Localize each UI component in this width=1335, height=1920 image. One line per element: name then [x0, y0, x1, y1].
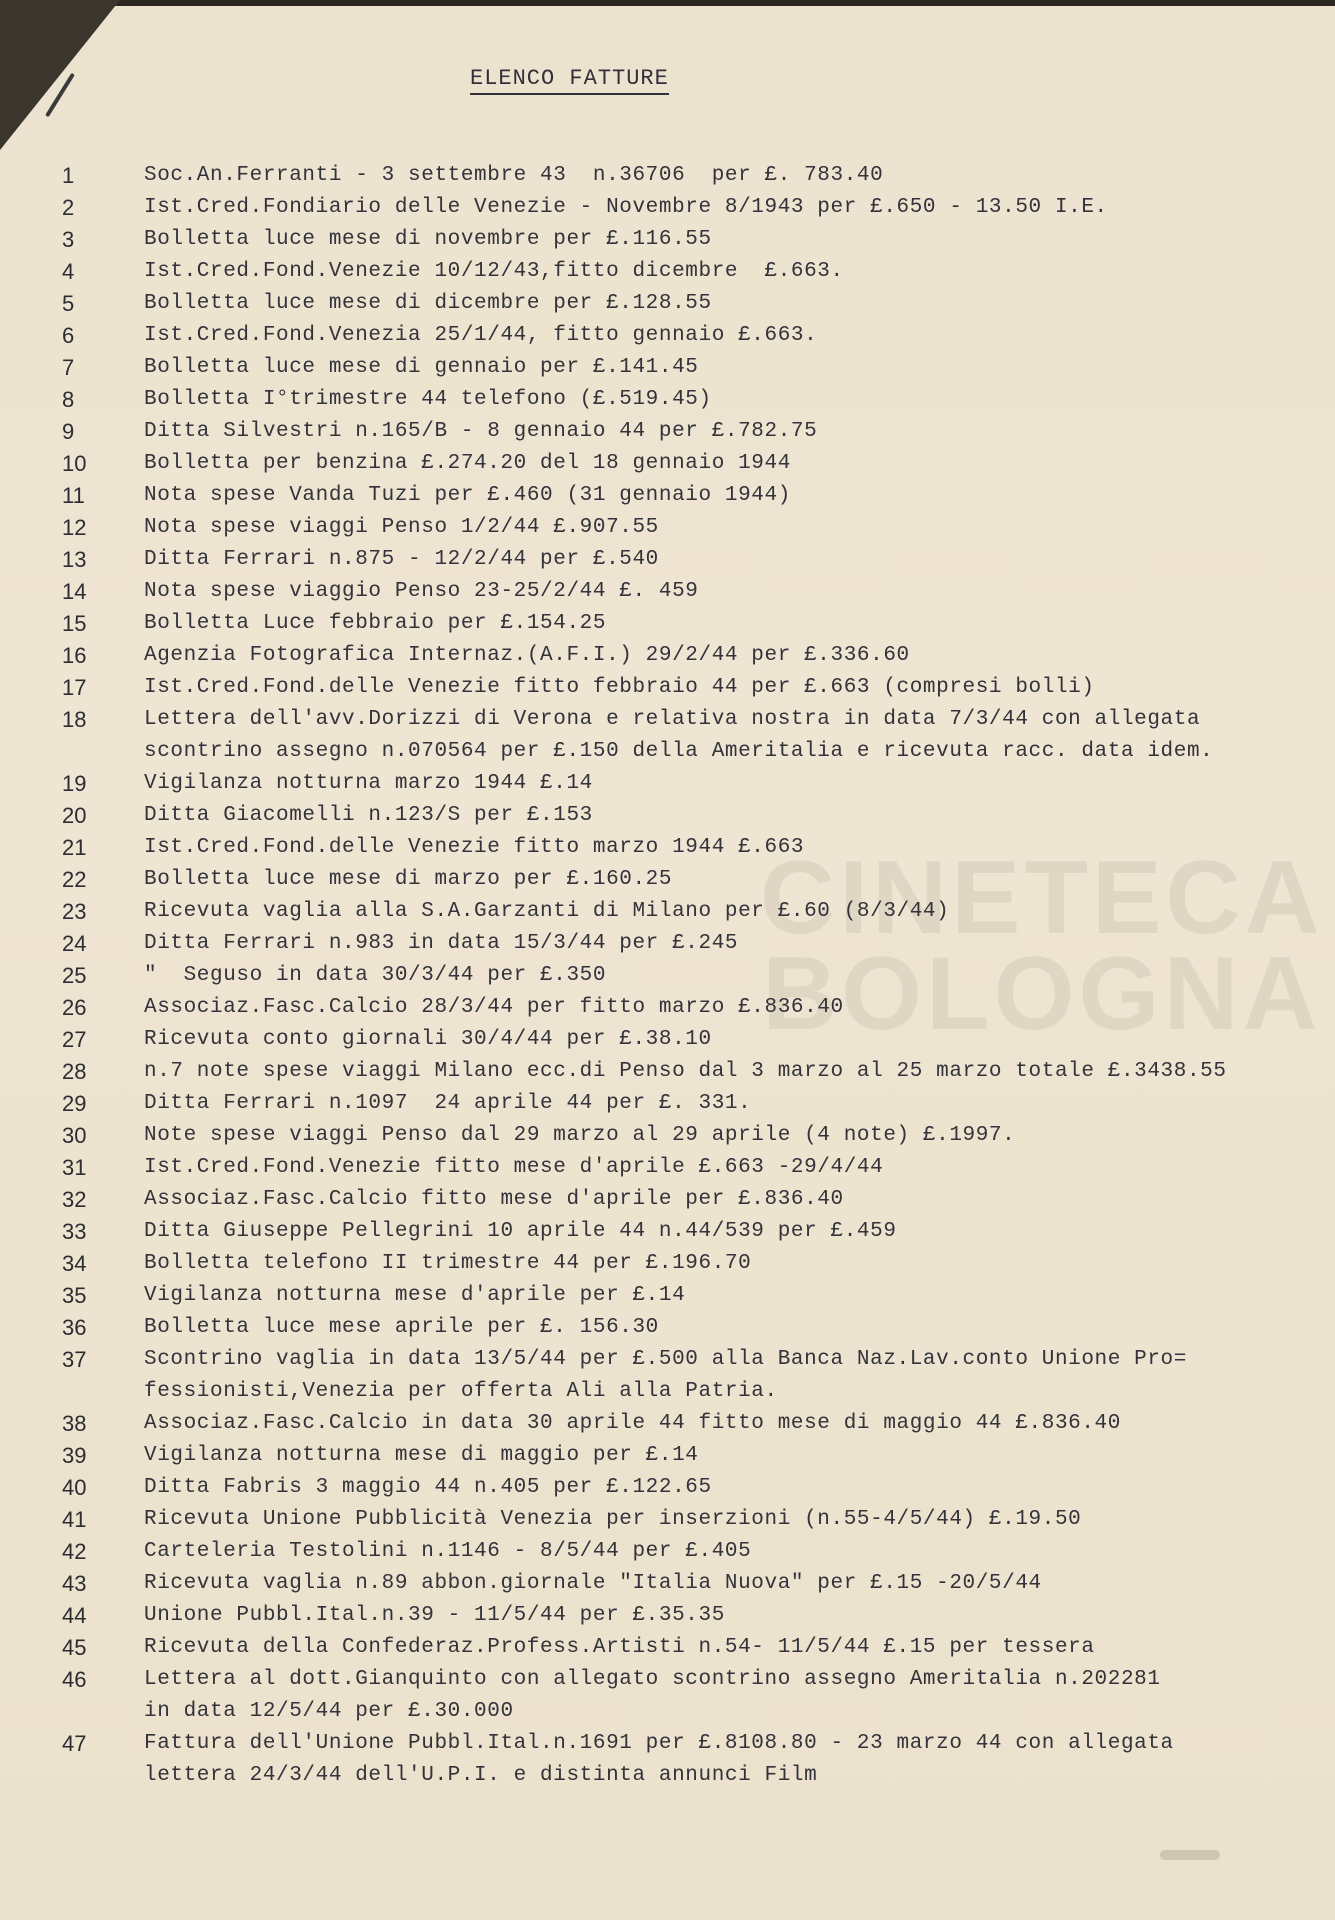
list-item: [0, 224, 1335, 256]
list-item: [0, 1152, 1335, 1184]
list-item: [0, 1408, 1335, 1440]
entry-number: 1: [62, 163, 75, 188]
entry-text: [144, 1632, 1335, 1664]
entry-text: [144, 1248, 1335, 1280]
entry-number: 2: [62, 195, 75, 220]
entry-text: [144, 1088, 1335, 1120]
entry-line: Nota spese Vanda Tuzi per £.460 (31 gennaio 1944): [144, 484, 791, 507]
list-item: [0, 1440, 1335, 1472]
list-item: [0, 576, 1335, 608]
entry-line: Ditta Silvestri n.165/B - 8 gennaio 44 per £.782.75: [144, 420, 818, 443]
list-item: [0, 288, 1335, 320]
entry-number: 46: [62, 1667, 87, 1692]
entry-text: [144, 320, 1335, 352]
entry-line: Ist.Cred.Fond.Venezie 10/12/43,fitto dicembre £.663.: [144, 260, 844, 283]
entry-line: Ricevuta conto giornali 30/4/44 per £.38.10: [144, 1028, 712, 1051]
entry-text: [144, 672, 1335, 704]
entry-text: [144, 928, 1335, 960]
list-item: [0, 1568, 1335, 1600]
list-item: [0, 1120, 1335, 1152]
entry-number: 35: [62, 1283, 87, 1308]
ink-smudge: [1160, 1850, 1220, 1860]
entry-line: Bolletta luce mese di marzo per £.160.25: [144, 868, 673, 891]
entry-number: 24: [62, 931, 87, 956]
entry-line: Note spese viaggi Penso dal 29 marzo al 29 aprile (4 note) £.1997.: [144, 1124, 1016, 1147]
entry-number: 34: [62, 1251, 87, 1276]
watermark-line-2: BOLOGNA: [762, 936, 1322, 1052]
entry-number: 45: [62, 1635, 87, 1660]
entry-text: [144, 224, 1335, 256]
entry-number: 6: [62, 323, 75, 348]
entry-line: scontrino assegno n.070564 per £.150 della Ameritalia e ricevuta racc. data idem.: [144, 740, 1214, 763]
entry-text: [144, 416, 1335, 448]
list-item: [0, 1312, 1335, 1344]
entry-number: 13: [62, 547, 87, 572]
folded-corner: [0, 0, 120, 150]
entry-line: Ditta Giacomelli n.123/S per £.153: [144, 804, 593, 827]
entry-line: Nota spese viaggio Penso 23-25/2/44 £. 459: [144, 580, 699, 603]
entry-number: 12: [62, 515, 87, 540]
list-item: [0, 256, 1335, 288]
list-item: [0, 1664, 1335, 1728]
list-item: [0, 640, 1335, 672]
entry-line: Ditta Fabris 3 maggio 44 n.405 per £.122.65: [144, 1476, 712, 1499]
entry-line: Agenzia Fotografica Internaz.(A.F.I.) 29/2/44 per £.336.60: [144, 644, 910, 667]
entry-text: [144, 1728, 1335, 1792]
entry-number: 3: [62, 227, 75, 252]
entry-number: 43: [62, 1571, 87, 1596]
entry-number: 23: [62, 899, 87, 924]
scan-edge: [100, 0, 1335, 6]
invoice-list: [0, 160, 1335, 1792]
entry-text: [144, 480, 1335, 512]
entry-text: [144, 192, 1335, 224]
entry-text: [144, 1280, 1335, 1312]
entry-number: 40: [62, 1475, 87, 1500]
list-item: [0, 1536, 1335, 1568]
entry-text: [144, 704, 1335, 768]
entry-number: 26: [62, 995, 87, 1020]
entry-number: 8: [62, 387, 75, 412]
entry-line: Ricevuta vaglia alla S.A.Garzanti di Milano per £.60 (8/3/44): [144, 900, 950, 923]
list-item: [0, 320, 1335, 352]
list-item: [0, 992, 1335, 1024]
entry-text: [144, 1472, 1335, 1504]
entry-text: [144, 1440, 1335, 1472]
entry-line: Ditta Ferrari n.983 in data 15/3/44 per £.245: [144, 932, 739, 955]
list-item: [0, 416, 1335, 448]
entry-line: " Seguso in data 30/3/44 per £.350: [144, 964, 607, 987]
list-item: [0, 864, 1335, 896]
list-item: [0, 512, 1335, 544]
entry-line: Lettera al dott.Gianquinto con allegato scontrino assegno Ameritalia n.202281: [144, 1668, 1161, 1691]
entry-text: [144, 1152, 1335, 1184]
entry-number: 30: [62, 1123, 87, 1148]
entry-text: [144, 864, 1335, 896]
list-item: [0, 1504, 1335, 1536]
list-item: [0, 1024, 1335, 1056]
entry-number: 7: [62, 355, 75, 380]
entry-line: fessionisti,Venezia per offerta Ali alla Patria.: [144, 1380, 778, 1403]
entry-number: 44: [62, 1603, 87, 1628]
entry-number: 37: [62, 1347, 87, 1372]
entry-text: [144, 1120, 1335, 1152]
list-item: [0, 1632, 1335, 1664]
entry-text: [144, 448, 1335, 480]
entry-text: [144, 1536, 1335, 1568]
list-item: [0, 1472, 1335, 1504]
entry-line: Bolletta Luce febbraio per £.154.25: [144, 612, 607, 635]
entry-line: Associaz.Fasc.Calcio 28/3/44 per fitto marzo £.836.40: [144, 996, 844, 1019]
list-item: [0, 960, 1335, 992]
entry-line: Unione Pubbl.Ital.n.39 - 11/5/44 per £.35.35: [144, 1604, 725, 1627]
entry-line: n.7 note spese viaggi Milano ecc.di Penso dal 3 marzo al 25 marzo totale £.3438.55: [144, 1060, 1227, 1083]
entry-line: Ricevuta della Confederaz.Profess.Artisti n.54- 11/5/44 £.15 per tessera: [144, 1636, 1095, 1659]
entry-line: lettera 24/3/44 dell'U.P.I. e distinta annunci Film: [144, 1764, 818, 1787]
list-item: [0, 1056, 1335, 1088]
entry-number: 29: [62, 1091, 87, 1116]
entry-number: 5: [62, 291, 75, 316]
entry-line: Soc.An.Ferranti - 3 settembre 43 n.36706 per £. 783.40: [144, 164, 884, 187]
entry-number: 41: [62, 1507, 87, 1532]
entry-line: Ditta Ferrari n.1097 24 aprile 44 per £. 331.: [144, 1092, 752, 1115]
entry-text: [144, 1504, 1335, 1536]
entry-line: Bolletta luce mese di novembre per £.116.55: [144, 228, 712, 251]
entry-number: 14: [62, 579, 87, 604]
entry-number: 19: [62, 771, 87, 796]
entry-line: Ditta Ferrari n.875 - 12/2/44 per £.540: [144, 548, 659, 571]
entry-line: Bolletta per benzina £.274.20 del 18 gennaio 1944: [144, 452, 791, 475]
entry-text: [144, 768, 1335, 800]
entry-number: 27: [62, 1027, 87, 1052]
entry-line: Ist.Cred.Fond.delle Venezie fitto marzo 1944 £.663: [144, 836, 805, 859]
entry-line: Vigilanza notturna mese d'aprile per £.14: [144, 1284, 686, 1307]
list-item: [0, 352, 1335, 384]
entry-line: in data 12/5/44 per £.30.000: [144, 1700, 514, 1723]
entry-line: Ricevuta Unione Pubblicità Venezia per inserzioni (n.55-4/5/44) £.19.50: [144, 1508, 1082, 1531]
entry-number: 20: [62, 803, 87, 828]
list-item: [0, 192, 1335, 224]
entry-line: Bolletta luce mese aprile per £. 156.30: [144, 1316, 659, 1339]
entry-text: [144, 576, 1335, 608]
entry-text: [144, 1056, 1335, 1088]
entry-line: Associaz.Fasc.Calcio fitto mese d'aprile per £.836.40: [144, 1188, 844, 1211]
entry-number: 22: [62, 867, 87, 892]
entry-number: 10: [62, 451, 87, 476]
entry-line: Nota spese viaggi Penso 1/2/44 £.907.55: [144, 516, 659, 539]
entry-number: 4: [62, 259, 75, 284]
entry-text: [144, 800, 1335, 832]
entry-text: [144, 1216, 1335, 1248]
entry-line: Ricevuta vaglia n.89 abbon.giornale "Italia Nuova" per £.15 -20/5/44: [144, 1572, 1042, 1595]
list-item: [0, 832, 1335, 864]
entry-text: [144, 352, 1335, 384]
list-item: [0, 1088, 1335, 1120]
list-item: [0, 1184, 1335, 1216]
list-item: [0, 544, 1335, 576]
entry-number: 33: [62, 1219, 87, 1244]
list-item: [0, 1248, 1335, 1280]
page-title: ELENCO FATTURE: [470, 66, 669, 95]
entry-text: [144, 544, 1335, 576]
entry-number: 25: [62, 963, 87, 988]
list-item: [0, 800, 1335, 832]
entry-line: Lettera dell'avv.Dorizzi di Verona e relativa nostra in data 7/3/44 con allegata: [144, 708, 1201, 731]
entry-number: 31: [62, 1155, 87, 1180]
entry-line: Ist.Cred.Fond.delle Venezie fitto febbraio 44 per £.663 (compresi bolli): [144, 676, 1095, 699]
entry-number: 32: [62, 1187, 87, 1212]
list-item: [0, 672, 1335, 704]
entry-line: Associaz.Fasc.Calcio in data 30 aprile 44 fitto mese di maggio 44 £.836.40: [144, 1412, 1121, 1435]
entry-line: Ist.Cred.Fondiario delle Venezie - Novembre 8/1943 per £.650 - 13.50 I.E.: [144, 196, 1108, 219]
entry-text: [144, 1312, 1335, 1344]
entry-text: [144, 512, 1335, 544]
entry-line: Bolletta luce mese di gennaio per £.141.45: [144, 356, 699, 379]
entry-line: Bolletta luce mese di dicembre per £.128.55: [144, 292, 712, 315]
list-item: [0, 1280, 1335, 1312]
list-item: [0, 704, 1335, 768]
entry-text: [144, 992, 1335, 1024]
entry-text: [144, 1408, 1335, 1440]
entry-number: 36: [62, 1315, 87, 1340]
list-item: [0, 384, 1335, 416]
list-item: [0, 928, 1335, 960]
entry-number: 42: [62, 1539, 87, 1564]
list-item: [0, 448, 1335, 480]
entry-number: 39: [62, 1443, 87, 1468]
entry-line: Ist.Cred.Fond.Venezia 25/1/44, fitto gennaio £.663.: [144, 324, 818, 347]
entry-text: [144, 1600, 1335, 1632]
entry-line: Vigilanza notturna mese di maggio per £.14: [144, 1444, 699, 1467]
entry-text: [144, 1024, 1335, 1056]
entry-number: 9: [62, 419, 75, 444]
entry-text: [144, 288, 1335, 320]
entry-text: [144, 160, 1335, 192]
entry-number: 11: [62, 483, 85, 508]
entry-line: Vigilanza notturna marzo 1944 £.14: [144, 772, 593, 795]
entry-number: 16: [62, 643, 87, 668]
entry-number: 28: [62, 1059, 87, 1084]
entry-number: 18: [62, 707, 87, 732]
list-item: [0, 896, 1335, 928]
entry-text: [144, 608, 1335, 640]
list-item: [0, 1728, 1335, 1792]
list-item: [0, 1344, 1335, 1408]
entry-line: Bolletta I°trimestre 44 telefono (£.519.45): [144, 388, 712, 411]
entry-line: Ist.Cred.Fond.Venezie fitto mese d'aprile £.663 -29/4/44: [144, 1156, 884, 1179]
entry-text: [144, 1568, 1335, 1600]
entry-text: [144, 256, 1335, 288]
entry-text: [144, 1664, 1335, 1728]
list-item: [0, 160, 1335, 192]
entry-text: [144, 384, 1335, 416]
entry-number: 38: [62, 1411, 87, 1436]
entry-line: Fattura dell'Unione Pubbl.Ital.n.1691 per £.8108.80 - 23 marzo 44 con allegata: [144, 1732, 1174, 1755]
entry-text: [144, 640, 1335, 672]
entry-text: [144, 1344, 1335, 1408]
list-item: [0, 1600, 1335, 1632]
entry-line: Ditta Giuseppe Pellegrini 10 aprile 44 n.44/539 per £.459: [144, 1220, 897, 1243]
entry-line: Bolletta telefono II trimestre 44 per £.196.70: [144, 1252, 752, 1275]
entry-line: Scontrino vaglia in data 13/5/44 per £.500 alla Banca Naz.Lav.conto Unione Pro=: [144, 1348, 1187, 1371]
list-item: [0, 480, 1335, 512]
entry-text: [144, 960, 1335, 992]
entry-number: 17: [62, 675, 87, 700]
list-item: [0, 1216, 1335, 1248]
entry-number: 15: [62, 611, 87, 636]
entry-number: 21: [62, 835, 87, 860]
entry-number: 47: [62, 1731, 87, 1756]
entry-text: [144, 832, 1335, 864]
entry-text: [144, 1184, 1335, 1216]
list-item: [0, 608, 1335, 640]
entry-line: Carteleria Testolini n.1146 - 8/5/44 per £.405: [144, 1540, 752, 1563]
entry-text: [144, 896, 1335, 928]
watermark-line-1: CINETECA: [760, 840, 1324, 956]
list-item: [0, 768, 1335, 800]
